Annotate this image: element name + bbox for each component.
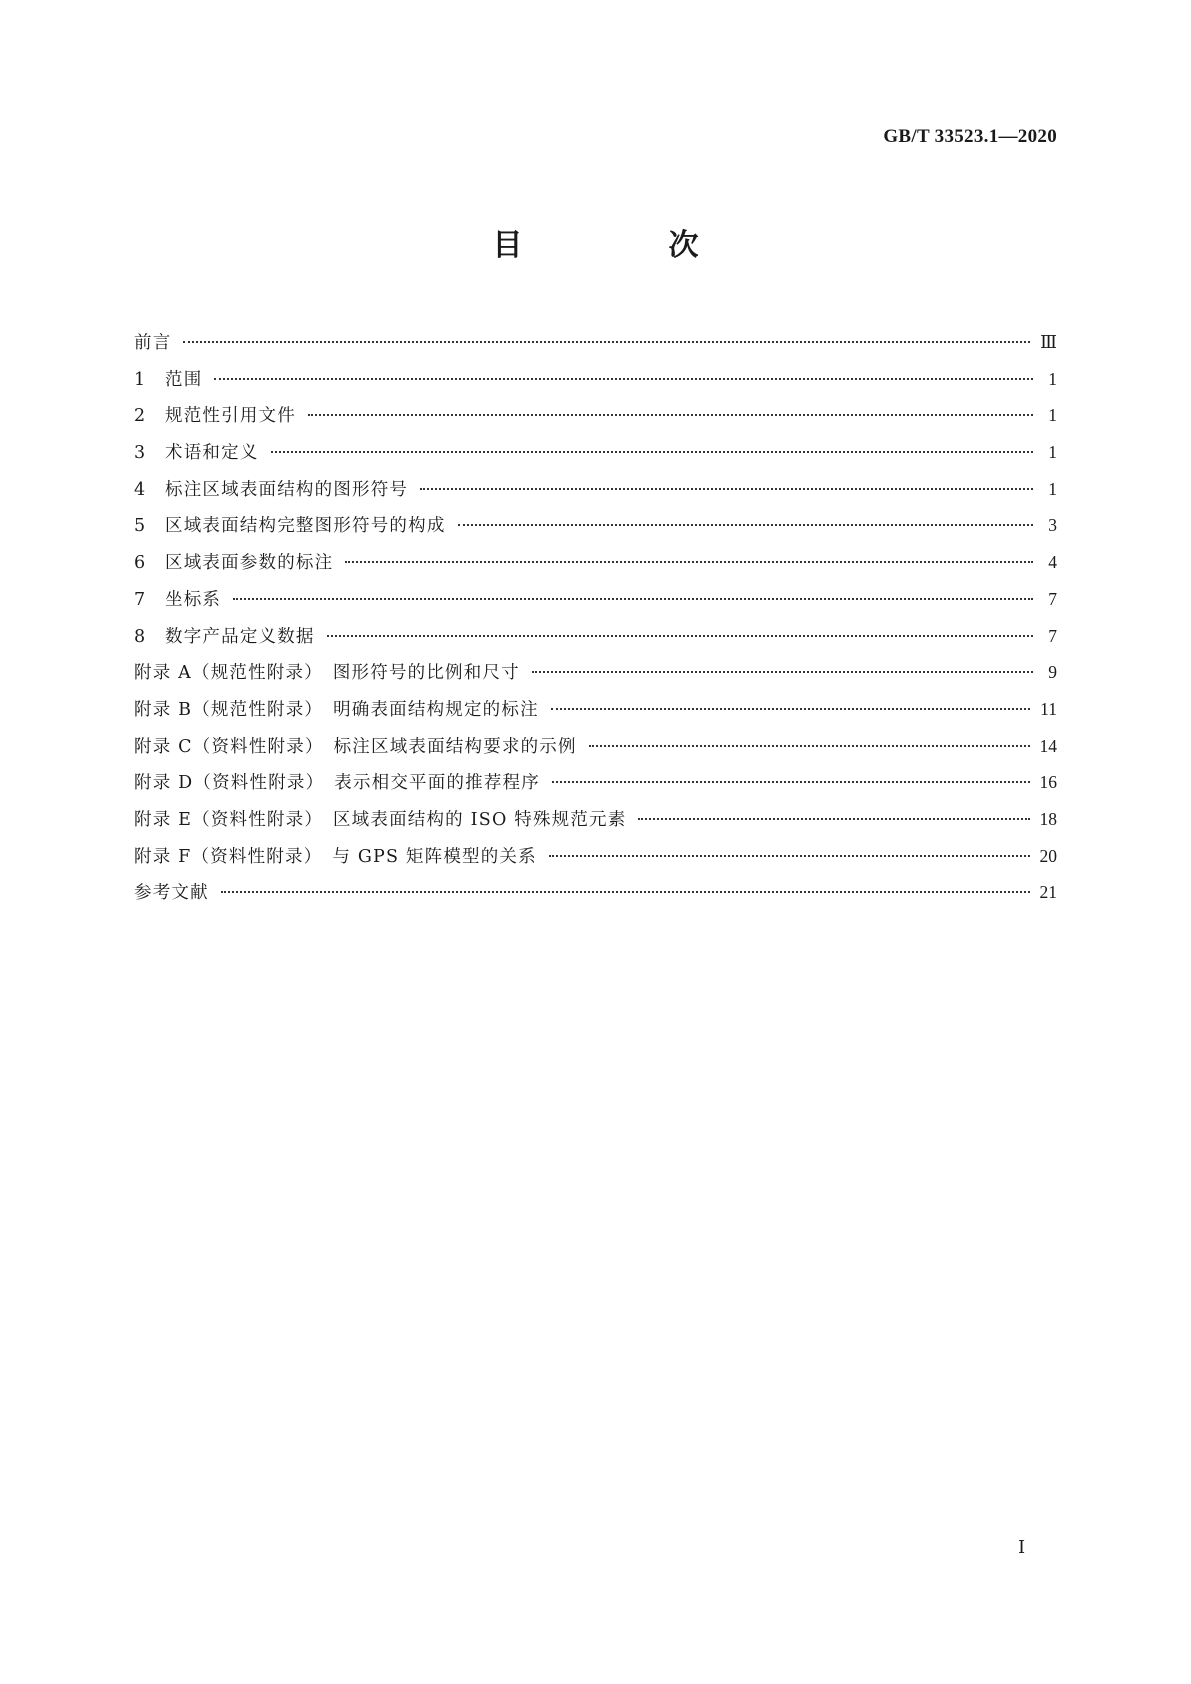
toc-entry-normative-references[interactable]: [134, 397, 1057, 434]
toc-entry-label: 5 区域表面结构完整图形符号的构成: [134, 516, 446, 537]
toc-entry-page: 14: [1039, 735, 1057, 756]
toc-entry-label: 4 标注区域表面结构的图形符号: [134, 479, 409, 500]
toc-entry-symbol-composition[interactable]: [134, 507, 1057, 544]
toc-entry-page: 1: [1048, 405, 1057, 426]
toc-entry-annex-f[interactable]: [134, 838, 1057, 875]
toc-entry-label: 附录 A（规范性附录） 图形符号的比例和尺寸: [134, 663, 520, 684]
toc-entry-page: 18: [1039, 808, 1057, 829]
toc-entry-label: 3 术语和定义: [134, 443, 259, 464]
toc-entry-page: 7: [1048, 588, 1057, 609]
toc-entry-annex-a[interactable]: [134, 654, 1057, 691]
dot-leader: [552, 781, 1030, 783]
toc-entry-label: 1 范围: [134, 369, 203, 390]
dot-leader: [458, 524, 1033, 526]
toc-entry-page: 3: [1048, 515, 1057, 536]
toc-entry-page: 11: [1040, 698, 1057, 719]
dot-leader: [532, 671, 1033, 673]
toc-entry-label: 附录 D（资料性附录） 表示相交平面的推荐程序: [134, 773, 540, 794]
dot-leader: [221, 891, 1030, 893]
dot-leader: [183, 341, 1030, 343]
toc-entry-page: 16: [1039, 772, 1057, 793]
toc-entry-label: 参考文献: [134, 883, 209, 904]
page-title: 目 次: [492, 228, 757, 263]
dot-leader: [549, 855, 1030, 857]
toc-entry-page: 21: [1039, 882, 1057, 903]
toc-entry-label: 附录 B（规范性附录） 明确表面结构规定的标注: [134, 699, 539, 720]
toc-entry-bibliography[interactable]: [134, 874, 1057, 911]
toc-entry-graphical-symbols[interactable]: [134, 471, 1057, 508]
toc-entry-page: 7: [1048, 625, 1057, 646]
toc-entry-foreword[interactable]: [134, 324, 1057, 361]
toc-entry-terms-definitions[interactable]: [134, 434, 1057, 471]
toc-entry-page: 9: [1048, 662, 1057, 683]
toc-entry-parameter-indication[interactable]: [134, 544, 1057, 581]
dot-leader: [271, 451, 1033, 453]
page-number: Ⅰ: [1018, 1537, 1026, 1557]
toc-entry-page: 1: [1048, 478, 1057, 499]
toc-entry-annex-d[interactable]: [134, 764, 1057, 801]
toc-entry-label: 2 规范性引用文件: [134, 406, 296, 427]
toc-entry-page: 1: [1048, 368, 1057, 389]
toc-entry-label: 附录 C（资料性附录） 标注区域表面结构要求的示例: [134, 736, 577, 757]
toc-entry-digital-product-data[interactable]: [134, 618, 1057, 655]
toc-entry-annex-b[interactable]: [134, 691, 1057, 728]
standard-code: GB/T 33523.1—2020: [883, 126, 1057, 147]
toc-entry-label: 8 数字产品定义数据: [134, 626, 315, 647]
table-of-contents: [134, 324, 1057, 911]
toc-entry-label: 附录 E（资料性附录） 区域表面结构的 ISO 特殊规范元素: [134, 809, 627, 830]
dot-leader: [345, 561, 1033, 563]
dot-leader: [214, 378, 1033, 380]
dot-leader: [233, 598, 1033, 600]
toc-entry-label: 前言: [134, 333, 172, 353]
dot-leader: [308, 414, 1033, 416]
toc-entry-label: 6 区域表面参数的标注: [134, 553, 334, 574]
toc-entry-page: Ⅲ: [1040, 332, 1057, 352]
toc-entry-label: 附录 F（资料性附录） 与 GPS 矩阵模型的关系: [134, 846, 537, 867]
toc-entry-label: 7 坐标系: [134, 589, 222, 610]
toc-entry-annex-c[interactable]: [134, 728, 1057, 765]
toc-entry-coordinate-system[interactable]: [134, 581, 1057, 618]
dot-leader: [420, 488, 1033, 490]
toc-entry-scope[interactable]: [134, 361, 1057, 398]
toc-entry-annex-e[interactable]: [134, 801, 1057, 838]
dot-leader: [551, 708, 1030, 710]
toc-entry-page: 4: [1048, 552, 1057, 573]
dot-leader: [589, 745, 1030, 747]
toc-entry-page: 20: [1039, 845, 1057, 866]
dot-leader: [638, 818, 1029, 820]
toc-entry-page: 1: [1048, 442, 1057, 463]
dot-leader: [327, 635, 1033, 637]
